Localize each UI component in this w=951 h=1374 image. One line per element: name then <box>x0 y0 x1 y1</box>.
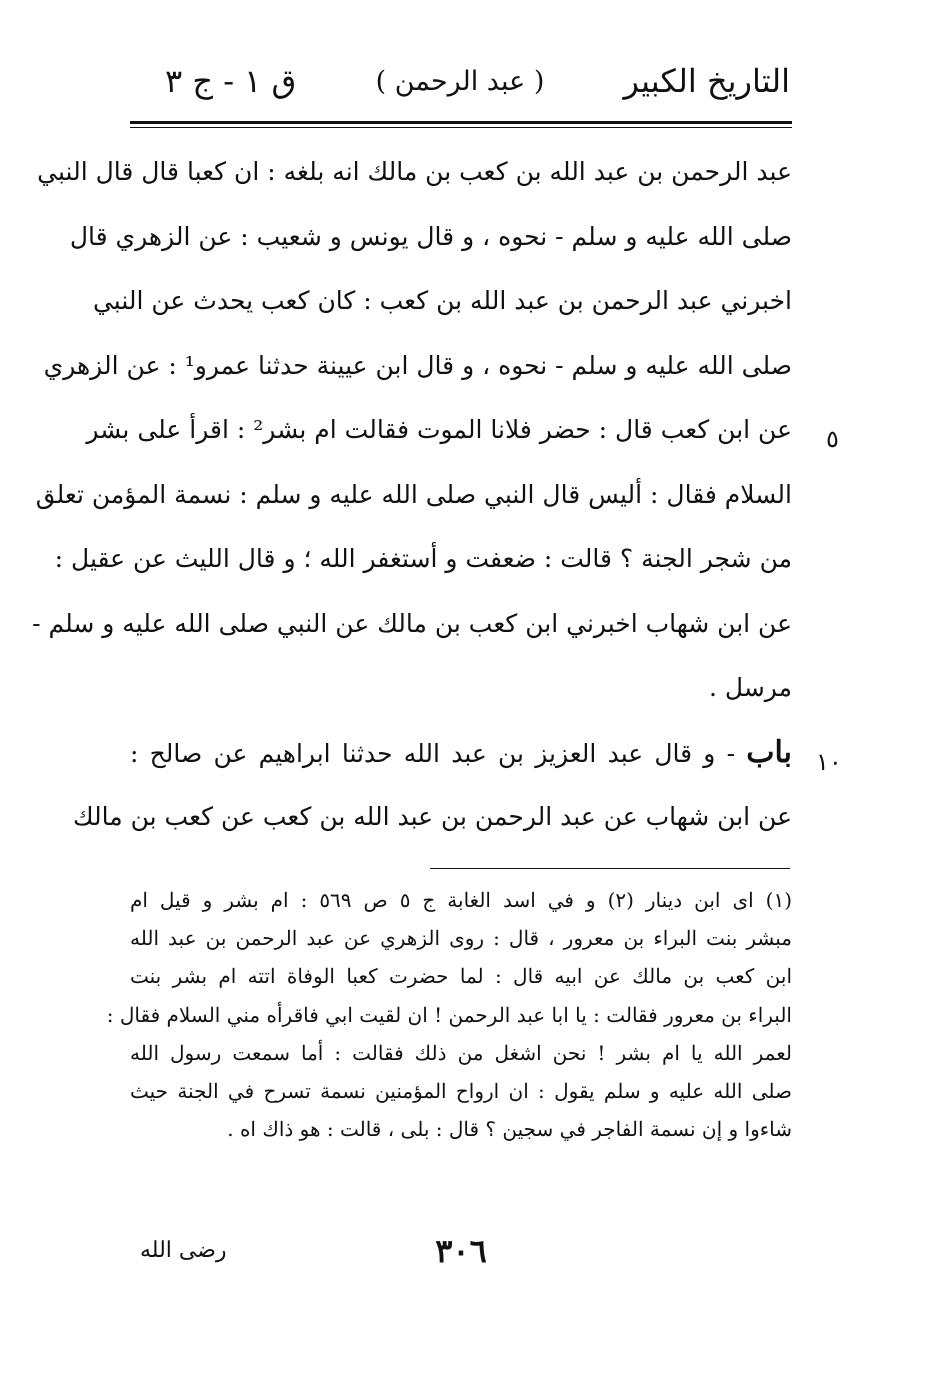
bab-line <box>130 727 792 792</box>
volume-label: ق ١ - ج ٣ <box>165 62 297 100</box>
bab-heading: باب <box>746 734 792 770</box>
text-line: عن ابن كعب قال : حضر فلانا الموت فقالت ام بشر² : اقرأ على بشر <box>86 415 792 444</box>
header-rule-thin <box>130 127 792 128</box>
page-number: ٣٠٦ <box>435 1232 487 1270</box>
text-line: من شجر الجنة ؟ قالت : ضعفت و أستغفر الله ؛ و قال الليث عن عقيل : <box>54 544 792 573</box>
bab-text: - و قال عبد العزيز بن عبد الله حدثنا ابراهيم عن صالح : <box>130 738 736 768</box>
text-line: اخبرني عبد الرحمن بن عبد الله بن كعب : كان كعب يحدث عن النبي <box>92 286 792 315</box>
book-title: التاريخ الكبير <box>623 62 790 100</box>
text-line: صلى الله عليه و سلم - نحوه ، و قال ابن عيينة حدثنا عمرو¹ : عن الزهري <box>43 350 792 380</box>
footnote-line: مبشر بنت البراء بن معرور ، قال : روى الزهري عن عبد الرحمن بن عبد الله <box>130 926 792 951</box>
footnote-line: البراء بن معرور فقالت : يا ابا عبد الرحمن ! ان لقيت ابي فاقرأه مني السلام فقال : <box>106 1002 792 1027</box>
line-number-10: ١٠ <box>816 748 842 776</box>
footnotes <box>106 882 793 1149</box>
footnote-line: صلى الله عليه و سلم يقول : ان ارواح المؤمنين نسمة تسرح في الجنة حيث <box>130 1078 792 1103</box>
footnote-line: شاءوا و إن نسمة الفاجر في سجين ؟ قال : بلى ، قالت : هو ذاك اه . <box>227 1117 792 1142</box>
running-header <box>130 62 790 110</box>
main-text <box>32 146 792 856</box>
header-rule-thick <box>130 121 792 124</box>
footnote-line: (١) اى ابن دينار (٢) و في اسد الغابة ج ٥ ص ٥٦٩ : ام بشر و قيل ام <box>130 888 793 912</box>
footnote-line: لعمر الله يا ام بشر ! نحن اشغل من ذلك فقالت : أما سمعت رسول الله <box>130 1040 792 1065</box>
text-line: عن ابن شهاب اخبرني ابن كعب بن مالك عن النبي صلى الله عليه و سلم - <box>32 608 792 638</box>
text-line: عبد الرحمن بن عبد الله بن كعب بن مالك انه بلغه : ان كعبا قال قال النبي <box>37 157 792 186</box>
catchword: رضى الله <box>140 1238 227 1263</box>
text-line: مرسل . <box>709 673 792 702</box>
page-footer <box>130 1232 792 1276</box>
text-line: عن ابن شهاب عن عبد الرحمن بن عبد الله بن كعب عن كعب بن مالك <box>72 802 792 831</box>
line-number-5: ٥ <box>826 425 839 453</box>
footnote-line: ابن كعب بن مالك عن ابيه قال : لما حضرت كعبا الوفاة اتته ام بشر بنت <box>130 964 792 989</box>
section-title: ( عبد الرحمن ) <box>375 66 545 97</box>
text-line: صلى الله عليه و سلم - نحوه ، و قال يونس و شعيب : عن الزهري قال <box>69 221 792 251</box>
text-line: السلام فقال : أليس قال النبي صلى الله عليه و سلم : نسمة المؤمن تعلق <box>35 479 792 509</box>
footnote-rule <box>430 868 790 869</box>
